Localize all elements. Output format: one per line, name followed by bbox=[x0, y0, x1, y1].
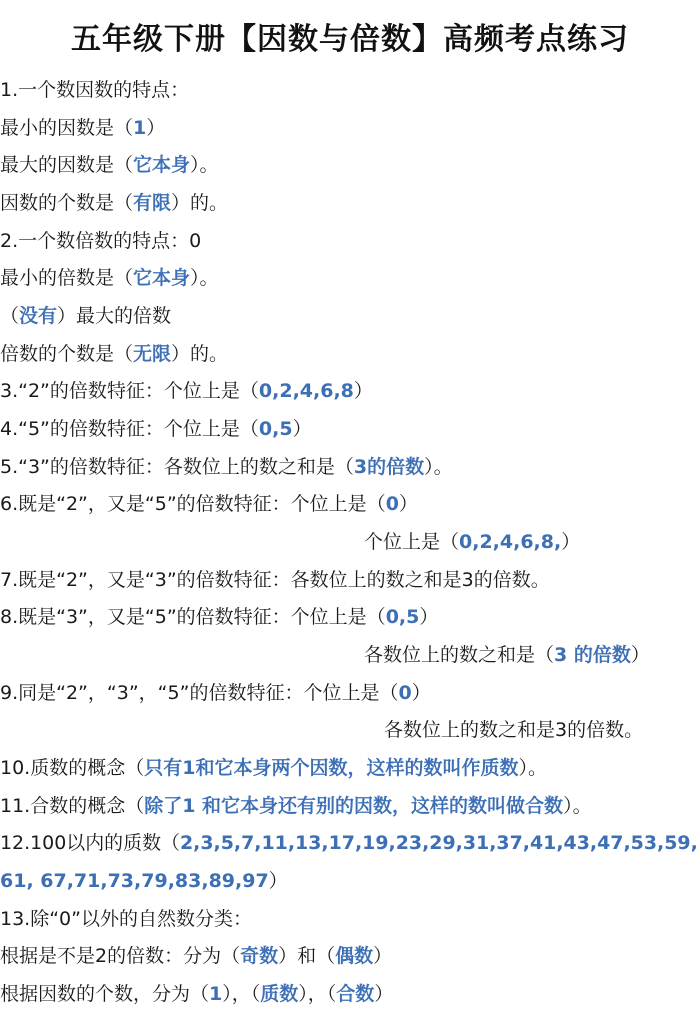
text-line: 61, 67,71,73,79,83,89,97） bbox=[0, 870, 288, 892]
answer: 61, 67,71,73,79,83,89,97 bbox=[0, 870, 269, 892]
text-line: 根据是不是2的倍数：分为（奇数）和（偶数） bbox=[0, 945, 393, 967]
answer: 它本身 bbox=[133, 154, 191, 176]
answer: 奇数 bbox=[240, 945, 279, 967]
text-line: 9.同是“2”，“3”，“5”的倍数特征：个位上是（0） bbox=[0, 682, 431, 704]
answer: 1 bbox=[209, 983, 223, 1005]
text-line: 倍数的个数是（无限）的。 bbox=[0, 343, 229, 365]
answer: 0,2,4,6,8, bbox=[459, 531, 562, 553]
text-line: 最小的因数是（1） bbox=[0, 117, 166, 139]
text-line: 10.质数的概念（只有1和它本身两个因数，这样的数叫作质数）。 bbox=[0, 757, 547, 779]
text-line: 8.既是“3”，又是“5”的倍数特征：个位上是（0,5） bbox=[0, 606, 439, 628]
answer: 0 bbox=[385, 493, 399, 515]
text-line: 2.一个数倍数的特点：0 bbox=[0, 230, 202, 252]
text-line: 5.“3”的倍数特征：各数位上的数之和是（3的倍数）。 bbox=[0, 456, 453, 478]
answer: 无限 bbox=[133, 343, 172, 365]
text-line: 各数位上的数之和是（3 的倍数） bbox=[364, 644, 650, 666]
text-line: （没有）最大的倍数 bbox=[0, 305, 172, 327]
answer: 0,5 bbox=[258, 418, 293, 440]
text-line: 7.既是“2”，又是“3”的倍数特征：各数位上的数之和是3的倍数。 bbox=[0, 569, 550, 591]
text-line: 11.合数的概念（除了1 和它本身还有别的因数，这样的数叫做合数）。 bbox=[0, 795, 592, 817]
text-line: 1.一个数因数的特点： bbox=[0, 79, 190, 101]
answer: 没有 bbox=[19, 305, 58, 327]
text-line: 最小的倍数是（它本身）。 bbox=[0, 267, 219, 289]
answer: 只有1和它本身两个因数，这样的数叫作质数 bbox=[144, 757, 519, 779]
answer: 0,2,4,6,8 bbox=[258, 380, 354, 402]
text-line: 6.既是“2”，又是“5”的倍数特征：个位上是（0） bbox=[0, 493, 418, 515]
text-line: 个位上是（0,2,4,6,8,） bbox=[364, 531, 581, 553]
answer: 0 bbox=[398, 682, 412, 704]
answer: 合数 bbox=[336, 983, 375, 1005]
text-line: 最大的因数是（它本身）。 bbox=[0, 154, 219, 176]
text-line: 4.“5”的倍数特征：个位上是（0,5） bbox=[0, 418, 312, 440]
text-line: 12.100以内的质数（2,3,5,7,11,13,17,19,23,29,31,37,41,43,47,53,59, bbox=[0, 832, 698, 854]
answer: 3的倍数 bbox=[353, 456, 425, 478]
text-line: 各数位上的数之和是3的倍数。 bbox=[384, 719, 644, 741]
text-line: 13.除“0”以外的自然数分类： bbox=[0, 908, 252, 930]
answer: 1 bbox=[133, 117, 147, 139]
text-line: 3.“2”的倍数特征：个位上是（0,2,4,6,8） bbox=[0, 380, 373, 402]
answer: 质数 bbox=[260, 983, 299, 1005]
answer: 0,5 bbox=[385, 606, 420, 628]
text-line: 根据因数的个数，分为（1），（质数），（合数） bbox=[0, 983, 394, 1005]
answer: 它本身 bbox=[133, 267, 191, 289]
page-title: 五年级下册【因数与倍数】高频考点练习 bbox=[71, 22, 629, 57]
answer: 有限 bbox=[133, 192, 172, 214]
answer: 除了1 和它本身还有别的因数，这样的数叫做合数 bbox=[144, 795, 564, 817]
answer: 偶数 bbox=[335, 945, 374, 967]
answer: 3 的倍数 bbox=[554, 644, 631, 666]
text-line: 因数的个数是（有限）的。 bbox=[0, 192, 229, 214]
answer: 2,3,5,7,11,13,17,19,23,29,31,37,41,43,47,53,59, bbox=[179, 832, 698, 854]
